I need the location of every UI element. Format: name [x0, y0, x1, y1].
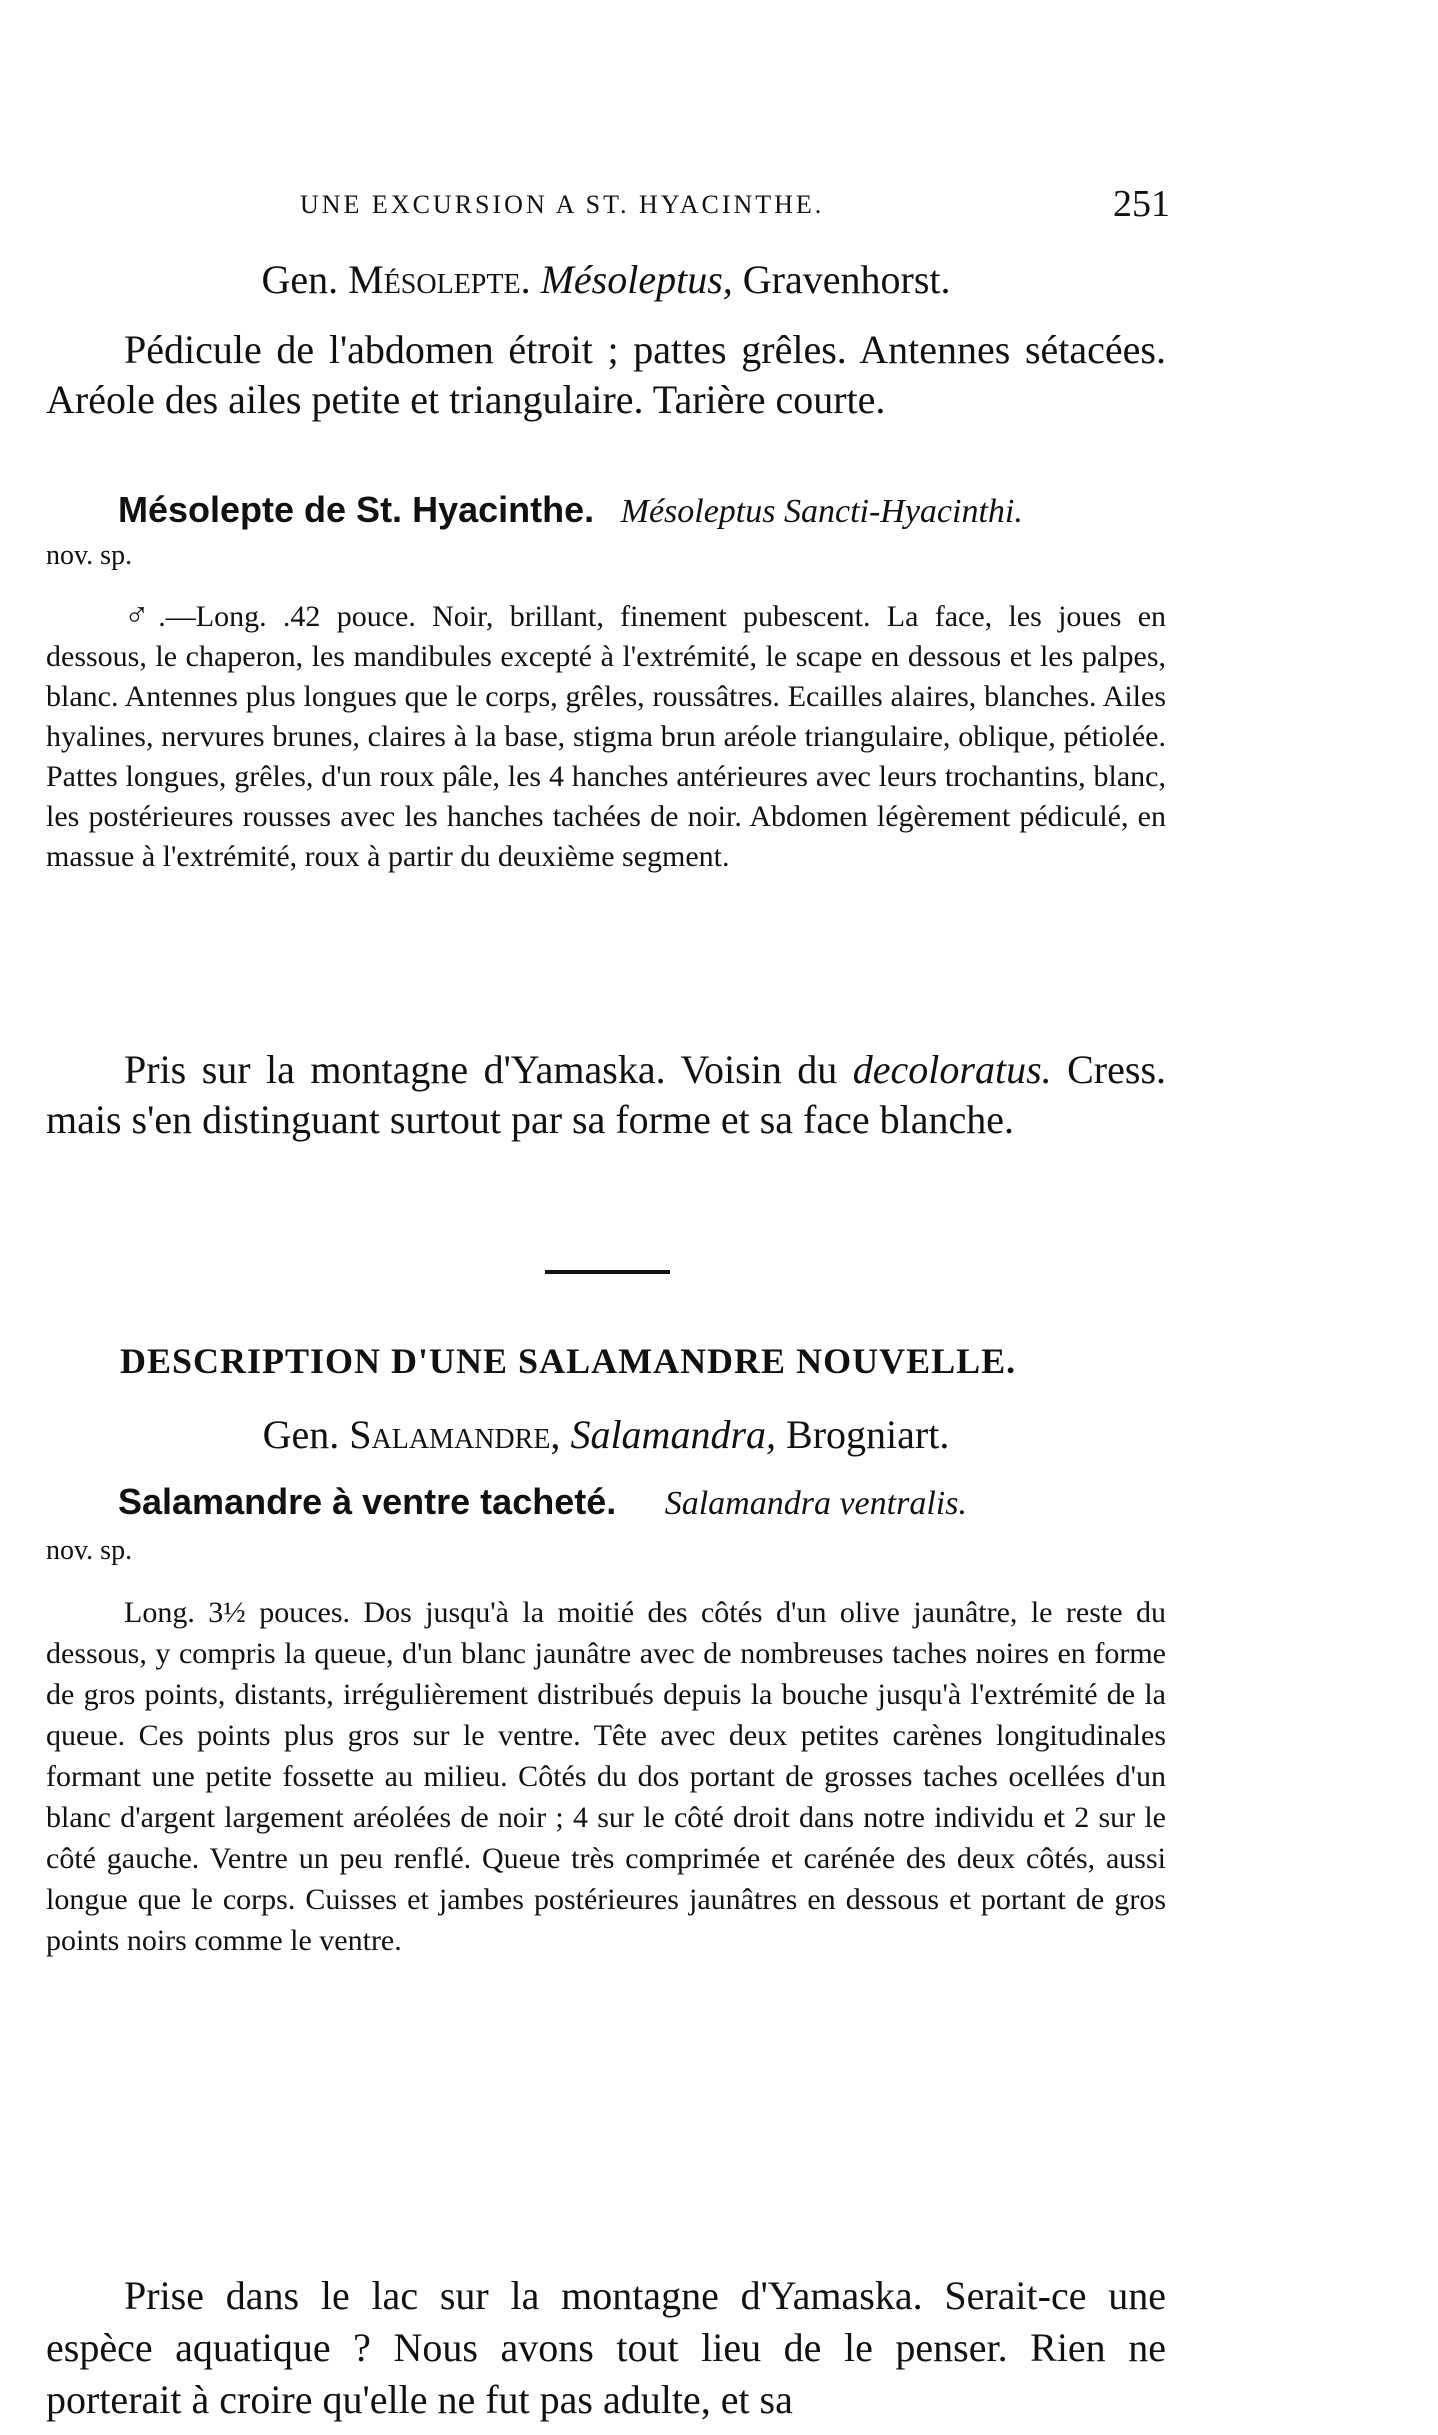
final-paragraph: Prise dans le lac sur la montagne d'Yamaska. Serait-ce une espèce aquatique ? Nous avons tout lieu de le penser. Rien ne porterait à croire qu'elle ne fut pas adulte, et sa	[46, 2273, 1166, 2422]
genus-author: Gravenhorst.	[742, 257, 951, 302]
section-title: DESCRIPTION D'UNE SALAMANDRE NOUVELLE.	[120, 1341, 1017, 1381]
genus-latin: Salamandra,	[570, 1412, 777, 1457]
male-description-text: .—Long. .42 pouce. Noir, brillant, finement pubescent. La face, les joues en dessous, le chaperon, les mandibules excepté à l'extrémité, le scape en dessous et les palpes, blanc. Antennes plus longues que le corps, grêles, roussâtres. Ecailles alaires, blanches. Ailes hyalines, nervures brunes, claires à la base, stigma brun aréole triangulaire, oblique, pétiolée. Pattes longues, grêles, d'un roux pâle, les 4 hanches antérieures avec leurs trochantins, blanc, les postérieures rousses avec les hanches tachées de noir. Abdomen légèrement pédiculé, en massue à l'extrémité, roux à partir du deuxième segment.	[46, 600, 1167, 873]
locality-latin: decoloratus.	[852, 1047, 1052, 1092]
locality-text-b: Cress. mais s'en distinguant surtout par sa forme et sa face blanche.	[46, 1047, 1167, 1142]
species-heading-mesolepte	[46, 488, 1166, 534]
species-note: nov. sp.	[46, 540, 133, 571]
genus-description: Pédicule de l'abdomen étroit ; pattes grêles. Antennes sétacées. Aréole des ailes petite et triangulaire. Tarière courte.	[46, 327, 1166, 422]
page-number: 251	[1113, 183, 1170, 225]
genus-latin: Mésoleptus,	[540, 257, 733, 302]
genus-prefix: Gen.	[262, 1412, 340, 1457]
salamandre-description: Long. 3½ pouces. Dos jusqu'à la moitié des côtés d'un olive jaunâtre, le reste du dessous, y compris la queue, d'un blanc jaunâtre avec de nombreuses taches noires en forme de gros points, distants, irrégulièrement distribués depuis la bouche jusqu'à l'extrémité de la queue. Ces points plus gros sur le ventre. Tête avec deux petites carènes longitudinales formant une petite fossette au milieu. Côtés du dos portant de grosses taches ocellées d'un blanc d'argent largement aréolées de noir ; 4 sur le côté droit dans notre individu et 2 sur le côté gauche. Ventre un peu renflé. Queue très comprimée et carénée des deux côtés, aussi longue que le corps. Cuisses et jambes postérieures jaunâtres en dessous et portant de gros points noirs comme le ventre.	[46, 1596, 1166, 1957]
genus-heading-mesolepte	[46, 255, 1166, 305]
species-name: Salamandre à ventre tacheté.	[118, 1481, 617, 1522]
section-rule	[545, 1270, 670, 1274]
species-note: nov. sp.	[46, 1535, 133, 1566]
species-heading-salamandre	[46, 1480, 1166, 1526]
male-symbol: ♂	[124, 597, 159, 634]
species-name: Mésolepte de St. Hyacinthe.	[118, 489, 595, 530]
genus-name: Mésolepte.	[348, 257, 531, 302]
male-description	[46, 596, 1166, 877]
running-title: UNE EXCURSION A ST. HYACINTHE.	[300, 190, 825, 219]
genus-author: Brogniart.	[786, 1412, 950, 1457]
locality-text-a: Pris sur la montagne d'Yamaska. Voisin du	[124, 1047, 838, 1092]
species-latin: Mésoleptus Sancti-Hyacinthi.	[620, 493, 1023, 530]
genus-prefix: Gen.	[261, 257, 339, 302]
genus-heading-salamandre	[46, 1410, 1166, 1460]
genus-name: Salamandre,	[349, 1412, 561, 1457]
locality-mesolepte	[46, 1045, 1166, 1145]
running-header	[300, 183, 1170, 240]
species-latin: Salamandra ventralis.	[664, 1485, 967, 1522]
